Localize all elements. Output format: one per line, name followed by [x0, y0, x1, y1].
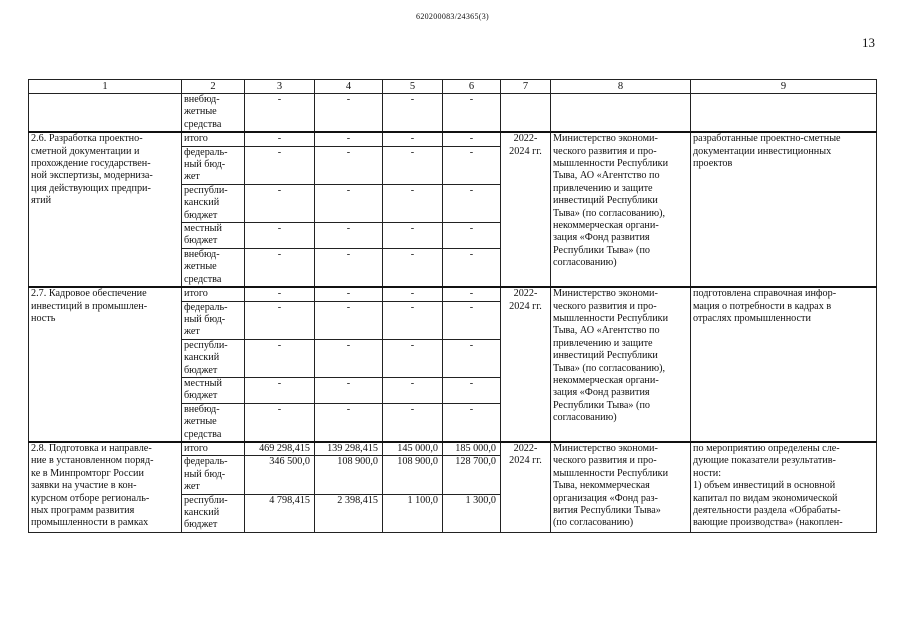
- value-cell: 108 900,0: [315, 456, 383, 494]
- value-cell: -: [245, 94, 315, 133]
- source-cell: республи- канский бюджет: [182, 339, 245, 377]
- source-cell: федераль- ный бюд- жет: [182, 146, 245, 184]
- value-cell: -: [443, 377, 501, 403]
- activity-cell: [29, 94, 182, 133]
- executor-cell: Министерство экономи- ческого развития и про- мышленности Республики Тыва, АО «Агентство по привлечению и защите инвестиций Республики Тыва» (по согласованию), некоммерческая органи- зация «Фонд развития Республики Тыва» (по согласованию): [551, 287, 691, 442]
- column-header-2: 2: [182, 80, 245, 94]
- value-cell: 1 100,0: [383, 494, 443, 532]
- column-header-7: 7: [501, 80, 551, 94]
- executor-cell: [551, 94, 691, 133]
- value-cell: -: [315, 403, 383, 442]
- value-cell: -: [315, 132, 383, 146]
- value-cell: 185 000,0: [443, 442, 501, 456]
- source-cell: внебюд- жетные средства: [182, 403, 245, 442]
- value-cell: -: [315, 248, 383, 287]
- source-cell: федераль- ный бюд- жет: [182, 301, 245, 339]
- value-cell: -: [315, 287, 383, 301]
- value-cell: -: [245, 377, 315, 403]
- source-cell: итого: [182, 287, 245, 301]
- page-number: 13: [862, 35, 875, 50]
- column-header-1: 1: [29, 80, 182, 94]
- source-cell: внебюд- жетные средства: [182, 94, 245, 133]
- value-cell: -: [443, 403, 501, 442]
- value-cell: -: [315, 377, 383, 403]
- source-cell: федераль- ный бюд- жет: [182, 456, 245, 494]
- period-cell: [501, 94, 551, 133]
- column-header-6: 6: [443, 80, 501, 94]
- value-cell: -: [443, 301, 501, 339]
- value-cell: -: [245, 403, 315, 442]
- value-cell: -: [443, 184, 501, 222]
- column-header-9: 9: [691, 80, 877, 94]
- program-activities-table: [28, 79, 877, 533]
- value-cell: -: [443, 132, 501, 146]
- value-cell: -: [383, 184, 443, 222]
- result-cell: по мероприятию определены сле- дующие показатели результатив- ности: 1) объем инвестиций в основной капитал по видам экономической деятельности раздела «Обрабаты- вающие производства» (накоплен-: [691, 442, 877, 532]
- value-cell: -: [383, 248, 443, 287]
- value-cell: -: [383, 287, 443, 301]
- source-cell: итого: [182, 442, 245, 456]
- value-cell: -: [383, 132, 443, 146]
- column-header-8: 8: [551, 80, 691, 94]
- value-cell: -: [245, 184, 315, 222]
- result-cell: разработанные проектно-сметные документации инвестиционных проектов: [691, 132, 877, 287]
- value-cell: 4 798,415: [245, 494, 315, 532]
- value-cell: 469 298,415: [245, 442, 315, 456]
- value-cell: 108 900,0: [383, 456, 443, 494]
- activity-cell: 2.7. Кадровое обеспечение инвестиций в промышлен- ность: [29, 287, 182, 442]
- activity-cell: 2.8. Подготовка и направле- ние в установленном поряд- ке в Минпромторг России заявки на участие в кон- курсном отборе региональ- ных программ развития промышленности в рамках: [29, 442, 182, 532]
- value-cell: -: [315, 94, 383, 133]
- value-cell: 346 500,0: [245, 456, 315, 494]
- period-cell: 2022- 2024 гг.: [501, 132, 551, 287]
- result-cell: [691, 94, 877, 133]
- value-cell: -: [383, 403, 443, 442]
- source-cell: местный бюджет: [182, 377, 245, 403]
- value-cell: -: [383, 223, 443, 249]
- value-cell: -: [443, 146, 501, 184]
- table-row: [29, 132, 877, 146]
- source-cell: местный бюджет: [182, 223, 245, 249]
- value-cell: -: [245, 287, 315, 301]
- document-id: 620200083/24365(3): [416, 12, 489, 21]
- value-cell: -: [245, 132, 315, 146]
- header-row: [29, 80, 877, 94]
- value-cell: -: [315, 184, 383, 222]
- value-cell: 1 300,0: [443, 494, 501, 532]
- table-row: [29, 287, 877, 301]
- value-cell: -: [443, 339, 501, 377]
- value-cell: -: [443, 223, 501, 249]
- source-cell: республи- канский бюджет: [182, 184, 245, 222]
- value-cell: -: [383, 301, 443, 339]
- value-cell: -: [383, 339, 443, 377]
- source-cell: внебюд- жетные средства: [182, 248, 245, 287]
- value-cell: -: [383, 377, 443, 403]
- column-header-3: 3: [245, 80, 315, 94]
- value-cell: 128 700,0: [443, 456, 501, 494]
- value-cell: -: [443, 94, 501, 133]
- value-cell: -: [383, 94, 443, 133]
- executor-cell: Министерство экономи- ческого развития и про- мышленности Республики Тыва, некоммерческая организация «Фонд раз- вития Республики Тыва» (по согласованию): [551, 442, 691, 532]
- value-cell: -: [245, 146, 315, 184]
- value-cell: -: [245, 339, 315, 377]
- result-cell: подготовлена справочная инфор- мация о потребности в кадрах в отраслях промышленности: [691, 287, 877, 442]
- value-cell: -: [245, 301, 315, 339]
- activity-cell: 2.6. Разработка проектно- сметной документации и прохождение государствен- ной экспертизы, модерниза- ция действующих предпри- ятий: [29, 132, 182, 287]
- value-cell: -: [383, 146, 443, 184]
- period-cell: 2022- 2024 гг.: [501, 287, 551, 442]
- source-cell: итого: [182, 132, 245, 146]
- value-cell: -: [315, 339, 383, 377]
- value-cell: -: [315, 301, 383, 339]
- value-cell: 145 000,0: [383, 442, 443, 456]
- value-cell: -: [315, 146, 383, 184]
- executor-cell: Министерство экономи- ческого развития и про- мышленности Республики Тыва, АО «Агентство по привлечению и защите инвестиций Республики Тыва» (по согласованию), некоммерческая органи- зация «Фонд развития Республики Тыва» (по согласованию): [551, 132, 691, 287]
- column-header-4: 4: [315, 80, 383, 94]
- source-cell: республи- канский бюджет: [182, 494, 245, 532]
- table-row: [29, 442, 877, 456]
- value-cell: 139 298,415: [315, 442, 383, 456]
- period-cell: 2022- 2024 гг.: [501, 442, 551, 532]
- column-header-5: 5: [383, 80, 443, 94]
- value-cell: 2 398,415: [315, 494, 383, 532]
- value-cell: -: [245, 223, 315, 249]
- value-cell: -: [443, 287, 501, 301]
- value-cell: -: [315, 223, 383, 249]
- value-cell: -: [443, 248, 501, 287]
- value-cell: -: [245, 248, 315, 287]
- table-row: [29, 94, 877, 133]
